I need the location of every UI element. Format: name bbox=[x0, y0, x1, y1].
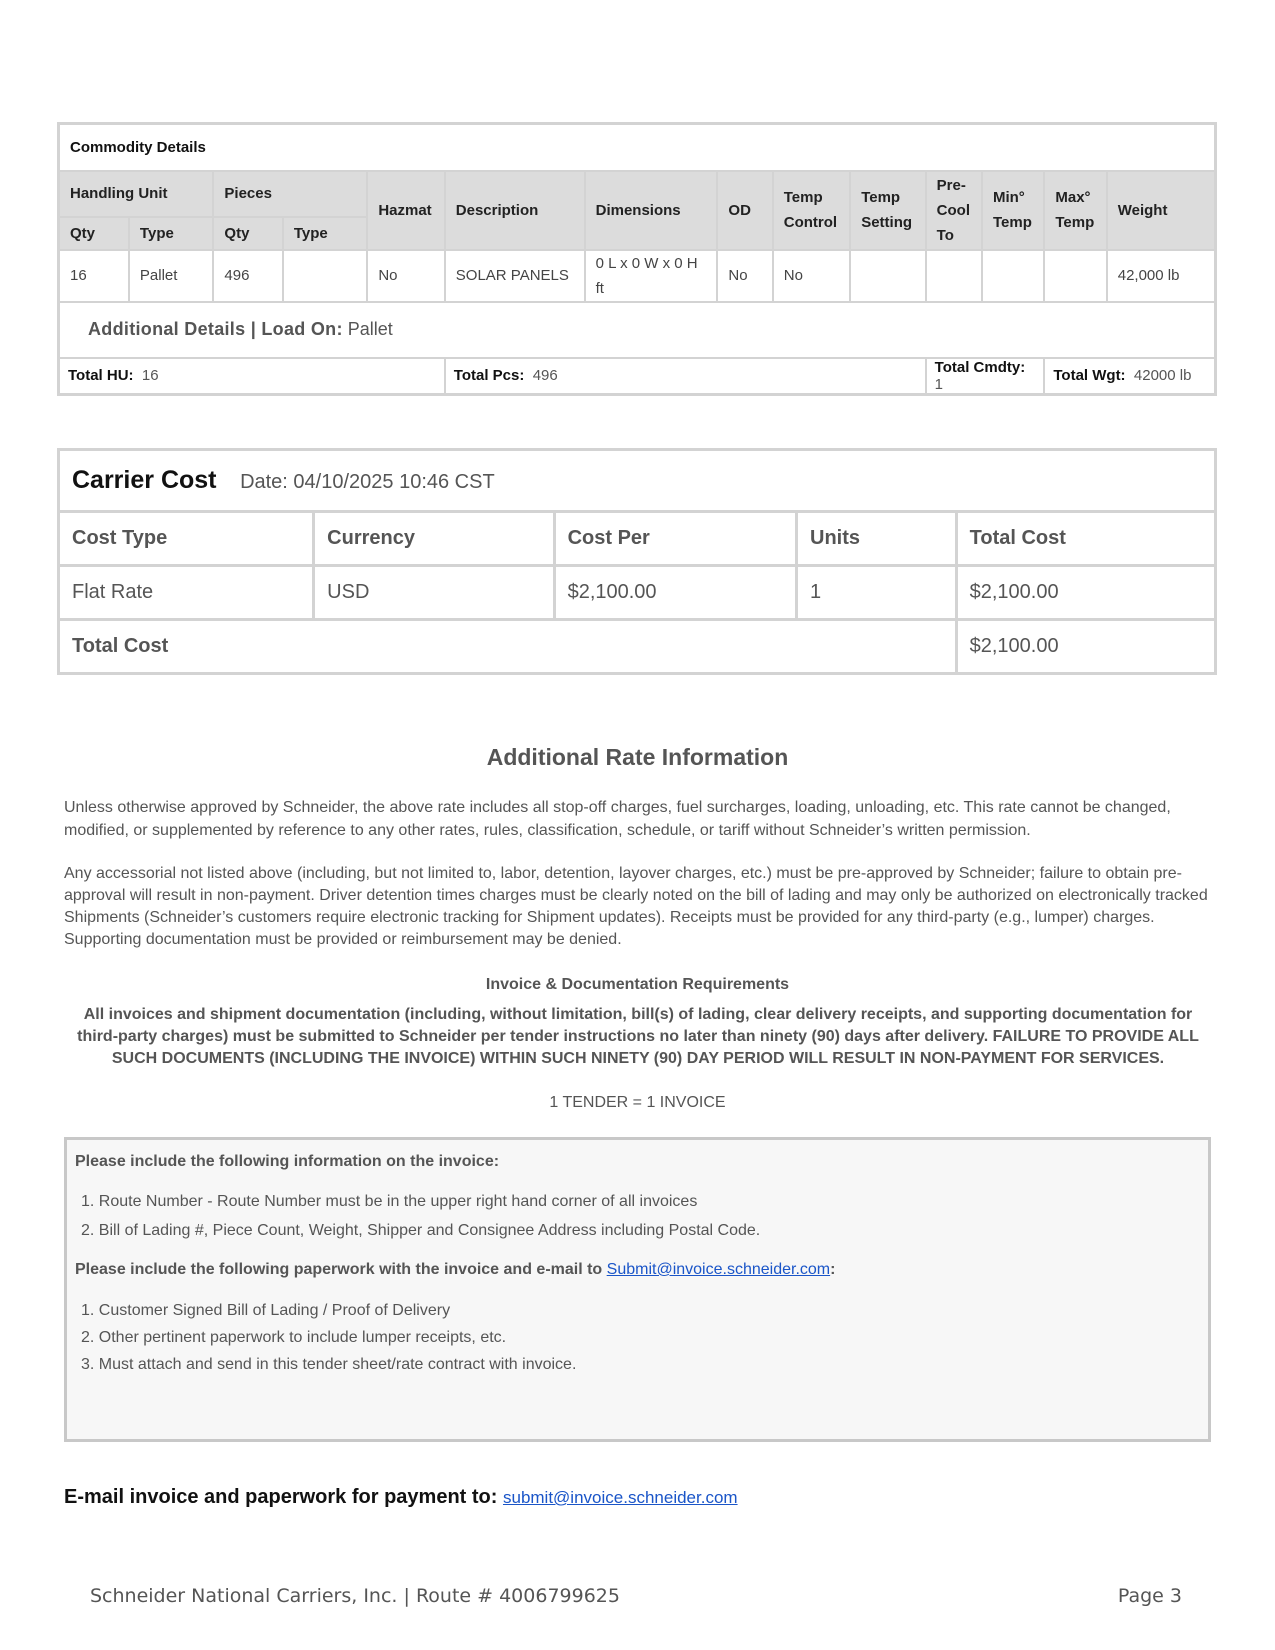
payment-email-link[interactable]: submit@invoice.schneider.com bbox=[502, 1488, 738, 1507]
rate-info-paragraph-1: Unless otherwise approved by Schneider, the above rate includes all stop-off charges, fuel surcharges, loading, unloading, etc. This rate cannot be changed, modified, or supplemented by reference to any other rates, rules, classification, schedule, or tariff without Schneider’s written permission. bbox=[64, 799, 1171, 839]
carrier-cost-title: Carrier Cost bbox=[72, 466, 217, 494]
invoice-requirements-body: All invoices and shipment documentation (including, without limitation, bill(s) of lading, clear delivery receipts, and supporting documentation for third-party charges) must be submitted to Schneider per tender instructions no later than ninety (90) days after delivery. FAILURE TO PROVIDE ALL SUCH DOCUMENTS (INCLUDING THE INVOICE) WITHIN SUCH NINETY (90) DAY PERIOD WILL RESULT IN NON-PAYMENT FOR SERVICES. bbox=[77, 1006, 1199, 1067]
commodity-details-title: Commodity Details bbox=[59, 124, 1216, 171]
paperwork-list bbox=[75, 1297, 1200, 1378]
header-hu-qty: Qty bbox=[59, 217, 129, 250]
carrier-cost-table bbox=[57, 448, 1217, 675]
total-hu-value: 16 bbox=[141, 367, 159, 384]
header-hazmat: Hazmat bbox=[367, 171, 444, 250]
paperwork-heading-suffix: : bbox=[830, 1261, 836, 1278]
commodity-details-table bbox=[57, 122, 1217, 396]
carrier-cost-header bbox=[59, 450, 1216, 512]
header-temp-control: Temp Control bbox=[773, 171, 850, 250]
header-pcs-qty: Qty bbox=[213, 217, 282, 250]
cell-pcs-type bbox=[283, 250, 368, 302]
list-item: 1. Route Number - Route Number must be in the upper right hand corner of all invoices bbox=[81, 1193, 698, 1210]
total-cost-value: $2,100.00 bbox=[956, 620, 1215, 674]
total-wgt-label: Total Wgt: bbox=[1053, 367, 1126, 384]
total-wgt-value: 42000 lb bbox=[1133, 367, 1192, 384]
header-description: Description bbox=[445, 171, 585, 250]
footer-page-number: Page 3 bbox=[1117, 1585, 1182, 1607]
cell-pre-cool-to bbox=[926, 250, 982, 302]
cell-description: SOLAR PANELS bbox=[445, 250, 585, 302]
cell-max-temp bbox=[1044, 250, 1106, 302]
header-min-temp: Min° Temp bbox=[982, 171, 1044, 250]
table-row bbox=[59, 250, 1216, 302]
header-handling-unit: Handling Unit bbox=[59, 171, 214, 217]
payment-email-label: E-mail invoice and paperwork for payment to: bbox=[64, 1486, 498, 1508]
additional-details bbox=[59, 302, 1216, 358]
cell-hu-type: Pallet bbox=[129, 250, 214, 302]
list-item: 1. Customer Signed Bill of Lading / Proof of Delivery bbox=[81, 1302, 451, 1319]
payment-email-line bbox=[64, 1486, 738, 1509]
total-hu-label: Total HU: bbox=[68, 367, 134, 384]
total-pcs-value: 496 bbox=[532, 367, 558, 384]
rate-info-paragraph-2: Any accessorial not listed above (including, but not limited to, labor, detention, layover charges, etc.) must be pre-approved by Schneider; failure to obtain pre-approval will result in non-payment. Driver detention times charges must be clearly noted on the bill of lading and may only be authorized on electronically tracked Shipments (Schneider’s customers require electronic tracking for Shipment updates). Receipts must be provided for any third-party (e.g., lumper) charges. Supporting documentation must be provided or reimbursement may be denied. bbox=[64, 865, 1208, 948]
cell-cost-per: $2,100.00 bbox=[554, 566, 796, 620]
list-item: 3. Must attach and send in this tender sheet/rate contract with invoice. bbox=[81, 1356, 577, 1373]
header-cost-per: Cost Per bbox=[554, 512, 796, 566]
header-od: OD bbox=[717, 171, 772, 250]
invoice-info-heading: Please include the following information on the invoice: bbox=[75, 1153, 500, 1170]
list-item: 2. Bill of Lading #, Piece Count, Weight, Shipper and Consignee Address including Postal Code. bbox=[81, 1222, 761, 1239]
table-row bbox=[59, 566, 1216, 620]
header-units: Units bbox=[797, 512, 957, 566]
cell-currency: USD bbox=[314, 566, 554, 620]
header-cost-type: Cost Type bbox=[59, 512, 314, 566]
total-cmdty bbox=[926, 358, 1045, 395]
header-weight: Weight bbox=[1107, 171, 1216, 250]
additional-details-value: Pallet bbox=[347, 319, 393, 339]
carrier-cost-date: Date: 04/10/2025 10:46 CST bbox=[240, 471, 495, 493]
submit-email-link[interactable]: Submit@invoice.schneider.com bbox=[606, 1261, 831, 1278]
cell-temp-setting bbox=[850, 250, 925, 302]
header-max-temp: Max° Temp bbox=[1044, 171, 1106, 250]
header-dimensions: Dimensions bbox=[585, 171, 718, 250]
total-cmdty-label: Total Cmdty: bbox=[934, 358, 1026, 376]
total-wgt bbox=[1044, 358, 1215, 395]
paperwork-heading bbox=[75, 1259, 1200, 1281]
tender-note: 1 TENDER = 1 INVOICE bbox=[549, 1094, 726, 1111]
footer-company-route: Schneider National Carriers, Inc. | Route # 4006799625 bbox=[90, 1585, 620, 1607]
cell-pcs-qty: 496 bbox=[213, 250, 282, 302]
header-hu-type: Type bbox=[129, 217, 214, 250]
paperwork-heading-text: Please include the following paperwork with the invoice and e-mail to bbox=[75, 1261, 603, 1278]
header-currency: Currency bbox=[314, 512, 554, 566]
cell-temp-control: No bbox=[773, 250, 850, 302]
total-pcs bbox=[445, 358, 926, 395]
total-cmdty-value: 1 bbox=[934, 375, 943, 393]
cell-units: 1 bbox=[797, 566, 957, 620]
cell-hazmat: No bbox=[367, 250, 444, 302]
cell-od: No bbox=[717, 250, 772, 302]
total-cost-label: Total Cost bbox=[59, 620, 957, 674]
cell-hu-qty: 16 bbox=[59, 250, 129, 302]
cell-weight: 42,000 lb bbox=[1107, 250, 1216, 302]
header-pcs-type: Type bbox=[283, 217, 368, 250]
cell-min-temp bbox=[982, 250, 1044, 302]
header-pieces: Pieces bbox=[213, 171, 367, 217]
list-item: 2. Other pertinent paperwork to include lumper receipts, etc. bbox=[81, 1329, 507, 1346]
invoice-info-box bbox=[64, 1137, 1211, 1442]
cell-dimensions: 0 L x 0 W x 0 H ft bbox=[585, 250, 718, 302]
header-total-cost: Total Cost bbox=[956, 512, 1215, 566]
total-hu bbox=[59, 358, 445, 395]
rate-info-title: Additional Rate Information bbox=[486, 744, 789, 770]
cell-cost-type: Flat Rate bbox=[59, 566, 314, 620]
additional-details-label: Additional Details | Load On: bbox=[88, 319, 343, 339]
invoice-info-list bbox=[75, 1187, 1200, 1245]
cell-total-cost: $2,100.00 bbox=[956, 566, 1215, 620]
header-pre-cool-to: Pre-Cool To bbox=[926, 171, 982, 250]
total-pcs-label: Total Pcs: bbox=[453, 367, 525, 384]
invoice-requirements-title: Invoice & Documentation Requirements bbox=[485, 976, 790, 993]
header-temp-setting: Temp Setting bbox=[850, 171, 925, 250]
